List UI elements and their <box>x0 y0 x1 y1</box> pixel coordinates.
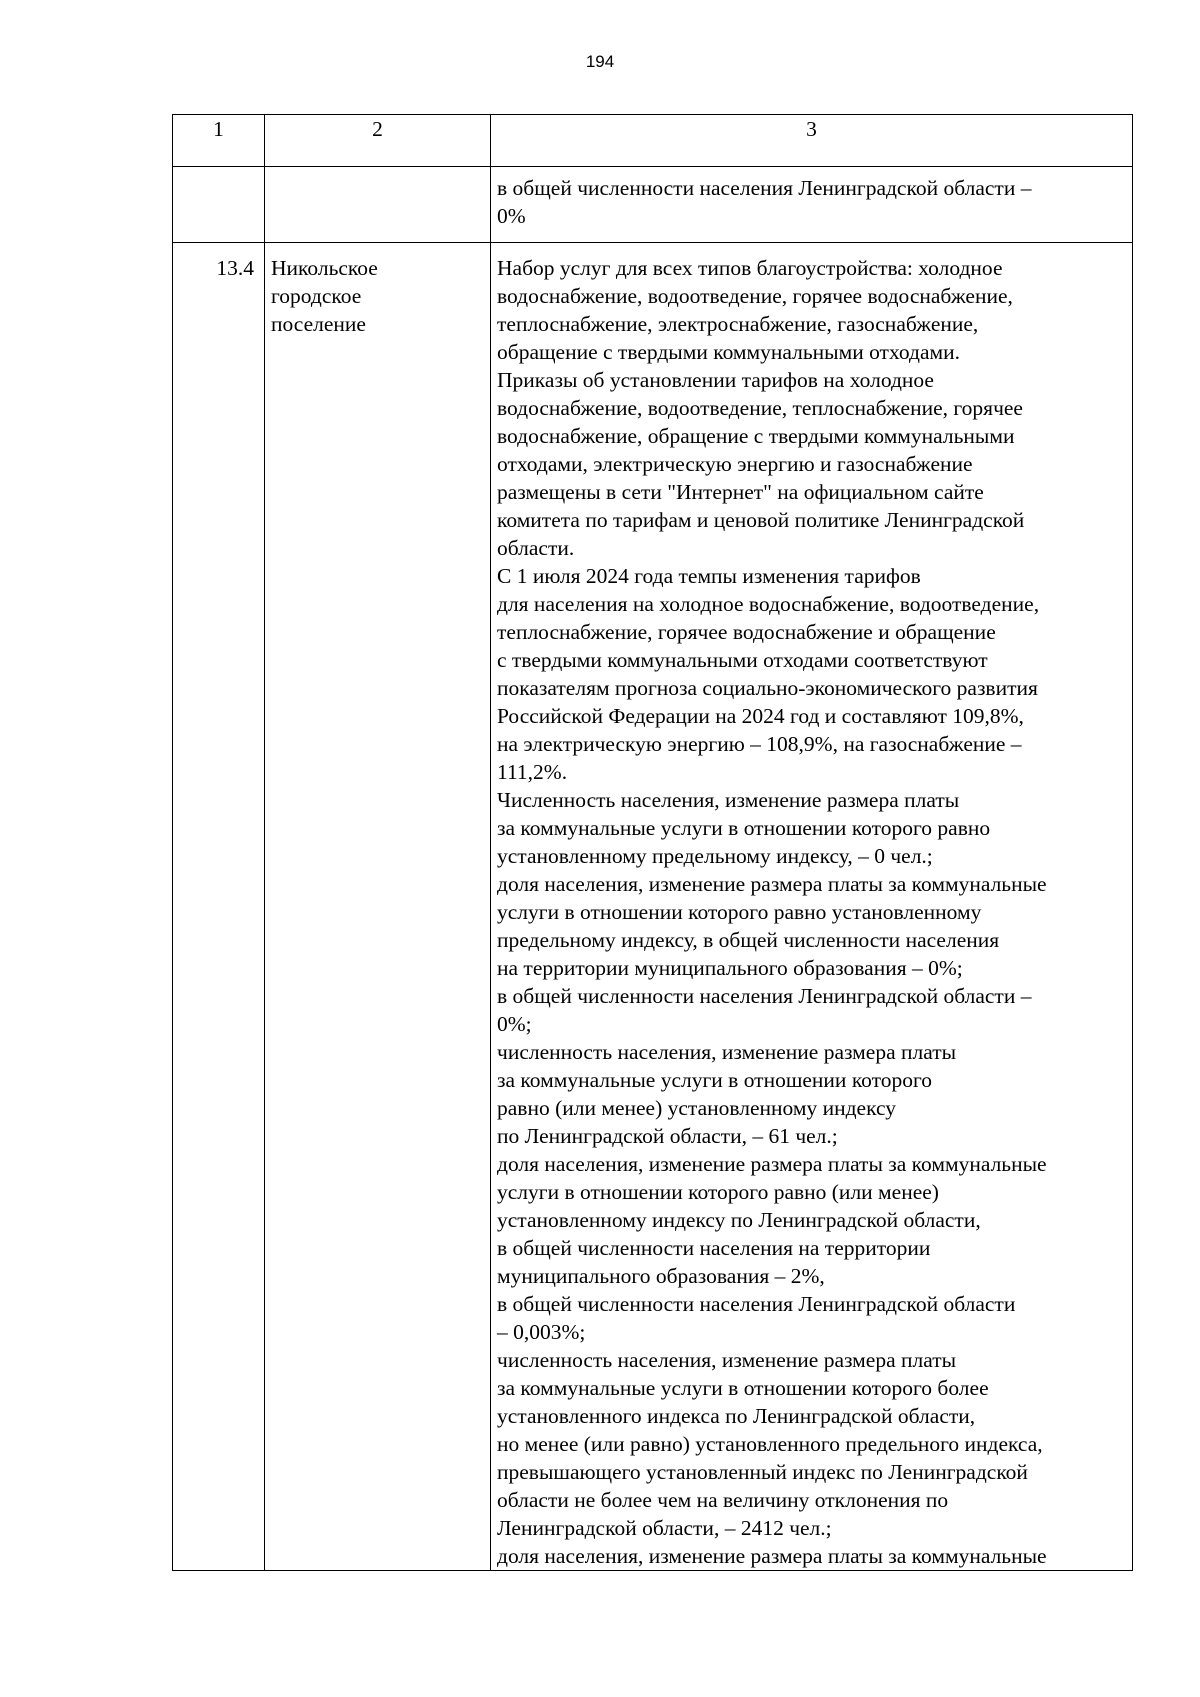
text-line: услуги в отношении которого равно установленному <box>497 900 982 924</box>
text-line: водоснабжение, водоотведение, горячее водоснабжение, <box>497 284 1013 308</box>
text-line: численность населения, изменение размера платы <box>497 1040 957 1064</box>
header-cell-1: 1 <box>173 115 265 167</box>
description-cell <box>491 243 1133 1571</box>
text-line: водоснабжение, водоотведение, теплоснабжение, горячее <box>497 396 1023 420</box>
continuation-number-cell <box>173 167 265 243</box>
header-cell-2: 2 <box>265 115 491 167</box>
text-line: равно (или менее) установленному индексу <box>497 1096 897 1120</box>
page-number: 194 <box>585 52 615 71</box>
text-line: доля населения, изменение размера платы за коммунальные <box>497 872 1047 896</box>
continuation-name-cell <box>265 167 491 243</box>
table-row <box>173 243 1133 1571</box>
continuation-text <box>491 167 1132 230</box>
text-line: – 0,003%; <box>497 1320 586 1344</box>
text-line: в общей численности населения на территории <box>497 1236 931 1260</box>
row-number-cell <box>173 243 265 1571</box>
continuation-text-cell <box>491 167 1133 243</box>
text-line: обращение с твердыми коммунальными отходами. <box>497 340 960 364</box>
text-line: водоснабжение, обращение с твердыми коммунальными <box>497 424 1015 448</box>
text-line: С 1 июля 2024 года темпы изменения тарифов <box>497 564 921 588</box>
text-line: доля населения, изменение размера платы за коммунальные <box>497 1544 1047 1568</box>
text-line: муниципального образования – 2%, <box>497 1264 825 1288</box>
text-line: показателям прогноза социально-экономического развития <box>497 676 1038 700</box>
text-line: установленному индексу по Ленинградской области, <box>497 1208 981 1232</box>
text-line: доля населения, изменение размера платы за коммунальные <box>497 1152 1047 1176</box>
text-line: на территории муниципального образования – 0%; <box>497 956 963 980</box>
text-line: в общей численности населения Ленинградской области <box>497 1292 1016 1316</box>
text-line: Набор услуг для всех типов благоустройства: холодное <box>497 256 1003 280</box>
text-line: Никольское <box>271 256 378 280</box>
text-line: установленного индекса по Ленинградской области, <box>497 1404 976 1428</box>
text-line: теплоснабжение, горячее водоснабжение и обращение <box>497 620 996 644</box>
text-line: численность населения, изменение размера платы <box>497 1348 957 1372</box>
text-line: Российской Федерации на 2024 год и составляют 109,8%, <box>497 704 1024 728</box>
header-cell-3: 3 <box>491 115 1133 167</box>
text-line: комитета по тарифам и ценовой политике Ленинградской <box>497 508 1025 532</box>
text-line: теплоснабжение, электроснабжение, газоснабжение, <box>497 312 979 336</box>
text-line: отходами, электрическую энергию и газоснабжение <box>497 452 973 476</box>
text-line: с твердыми коммунальными отходами соответствуют <box>497 648 988 672</box>
table-header-row <box>173 115 1133 167</box>
text-line: размещены в сети "Интернет" на официальном сайте <box>497 480 984 504</box>
text-line: 111,2%. <box>497 760 568 784</box>
text-line: в общей численности населения Ленинградской области – <box>497 176 1032 200</box>
text-line: для населения на холодное водоснабжение, водоотведение, <box>497 592 1040 616</box>
text-line: Численность населения, изменение размера платы <box>497 788 960 812</box>
text-line: в общей численности населения Ленинградской области – <box>497 984 1032 1008</box>
text-line: за коммунальные услуги в отношении которого <box>497 1068 933 1092</box>
description-text <box>491 243 1132 1570</box>
text-line: Приказы об установлении тарифов на холодное <box>497 368 934 392</box>
text-line: городское <box>271 284 362 308</box>
tariff-table <box>172 114 1133 1571</box>
text-line: области. <box>497 536 575 560</box>
text-line: по Ленинградской области, – 61 чел.; <box>497 1124 838 1148</box>
text-line: поселение <box>271 312 366 336</box>
text-line: установленному предельному индексу, – 0 чел.; <box>497 844 933 868</box>
text-line: на электрическую энергию – 108,9%, на газоснабжение – <box>497 732 1022 756</box>
text-line: за коммунальные услуги в отношении которого более <box>497 1376 989 1400</box>
municipality-name-cell <box>265 243 491 1571</box>
text-line: превышающего установленный индекс по Ленинградской <box>497 1460 1028 1484</box>
text-line: Ленинградской области, – 2412 чел.; <box>497 1516 832 1540</box>
text-line: 0% <box>497 204 526 228</box>
text-line: предельному индексу, в общей численности населения <box>497 928 1000 952</box>
text-line: 0%; <box>497 1012 532 1036</box>
row-number: 13.4 <box>216 256 254 280</box>
text-line: но менее (или равно) установленного предельного индекса, <box>497 1432 1043 1456</box>
text-line: за коммунальные услуги в отношении которого равно <box>497 816 991 840</box>
text-line: услуги в отношении которого равно (или менее) <box>497 1180 939 1204</box>
continuation-row <box>173 167 1133 243</box>
municipality-name <box>265 243 490 338</box>
text-line: области не более чем на величину отклонения по <box>497 1488 949 1512</box>
